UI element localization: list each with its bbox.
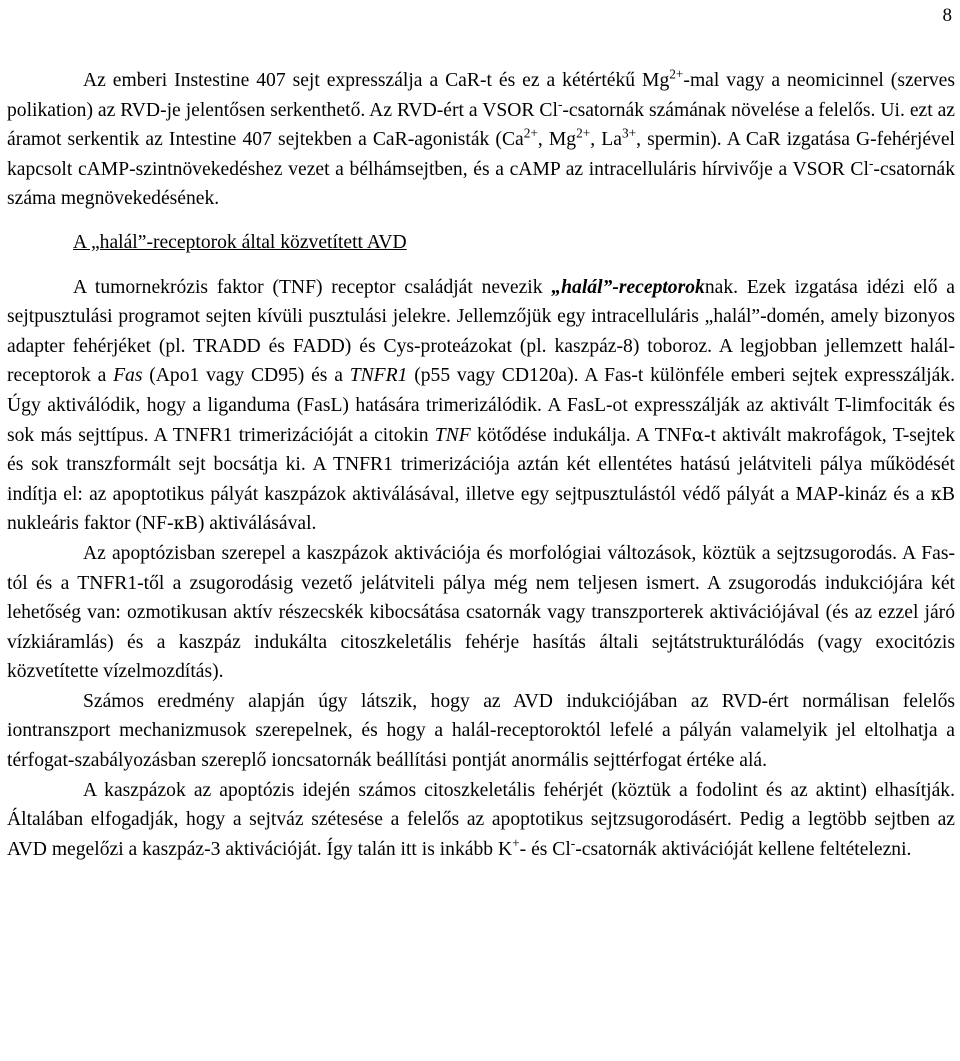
emphasis-text: „halál”-receptorok xyxy=(551,276,705,298)
paragraph-avd-mechanisms: Számos eredmény alapján úgy látszik, hogy az AVD indukciójában az RVD-ért normálisan felelős iontranszport mechanizmusok szerepelnek, és hogy a halál-receptoroktól lefelé a pályán valamelyik jel eltolhatja a térfogat-szabályozásban szereplő ioncsatornák beállítási pontját anormális sejttérfogat értéke alá. xyxy=(7,690,955,772)
text: B nukleáris faktor (NF- xyxy=(7,483,955,535)
text: -t aktivált makrofágok, T-sejtek és sok transzformált sejt bocsátja ki. A TNFR1 trimerizációja aztán két ellentétes hatású jelátviteli pálya működését indítja el: az apoptotikus pályát kaszpázok aktiválásával, illetve egy sejtpusztulástól védő pályát a MAP-kináz és a xyxy=(7,424,955,505)
superscript: - xyxy=(557,96,563,112)
text: -csatornák aktivációját kellene feltételezni. xyxy=(575,838,912,860)
superscript: 3+ xyxy=(621,125,637,141)
superscript: 2+ xyxy=(523,125,538,141)
text: -csatornák száma megnövekedésének. xyxy=(7,158,955,210)
page-number: 8 xyxy=(942,5,952,26)
greek-symbol: α xyxy=(691,424,704,446)
paragraph-car-rvd xyxy=(7,66,955,214)
text: , Mg xyxy=(537,129,577,151)
superscript: 2+ xyxy=(669,66,684,82)
paragraph-apoptosis-shrinkage: Az apoptózisban szerepel a kaszpázok aktivációja és morfológiai változások, köztük a sejtzsugorodás. A Fas-tól és a TNFR1-től a zsugorodásig vezető jelátviteli pálya még nem teljesen ismert. A zsugorodás indukciójára két lehetőség van: ozmotikusan aktív részecskék kibocsátása csatornák vagy transzporterek aktivációjával (és az ezzel járó vízkiáramlás) és a kaszpáz indukálta citoszkeletális fehérje hasítás általi sejtátstrukturálódás (vagy exocitózis közvetítette vízelmozdítás). xyxy=(7,542,955,683)
paragraph-caspases xyxy=(7,776,955,865)
italic-text: Fas xyxy=(113,365,143,387)
greek-symbol: κ xyxy=(930,483,942,505)
text: B) aktiválásával. xyxy=(184,513,317,535)
paragraph-tnf-receptors xyxy=(7,273,955,539)
section-heading: A „halál”-receptorok által közvetített AVD xyxy=(73,231,407,253)
text: i Instestine 407 sejt expresszálja a CaR-t és ez a kétértékű Mg xyxy=(161,70,670,91)
document-body xyxy=(7,66,955,864)
text: (p55 vagy CD120a). A Fas-t különféle emberi sejtek expresszálják. Úgy aktiválódik, hogy a liganduma (FasL) hatására trimerizálódik. A FasL-ot expresszálják az aktivált T-limfociták és sok más sejttípus. A TNFR1 trimerizációját a citokin xyxy=(7,365,955,446)
text: A tumornekrózis faktor (TNF) receptor családját nevezik xyxy=(73,276,552,298)
superscript: - xyxy=(570,835,576,851)
text: - és Cl xyxy=(519,838,571,860)
text: nak. Ezek izgatása idézi elő a sejtpusztulási programot sejten kívüli pusztulási jelekre. Jellemzőjük egy intracelluláris „halál”-domén, amely bizonyos adapter fehérjéket (pl. TRADD és FADD) és Cys-proteázokat (pl. kaszpáz-8) toboroz. A legjobban jellemzett halál-receptorok a xyxy=(7,276,955,387)
text: (Apo1 vagy CD95) és a xyxy=(142,365,350,387)
text: -mal vagy a neomicinnel (szerves polikation) az RVD-je jelentősen serkenthető. Az RVD-ért a VSOR Cl xyxy=(7,70,955,121)
italic-text: TNF xyxy=(434,424,471,446)
superscript: 2+ xyxy=(576,125,591,141)
text: A kaszpázok az apoptózis idején számos citoszkeletális fehérjét (köztük a fodolint és az aktint) elhasítják. Általában elfogadják, hogy a sejtváz szétesése a felelős az apoptotikus sejtzsugorodásért. Pedig a legtöbb sejtben az AVD megelőzi a kaszpáz-3 aktivációját. Így talán itt is inkább K xyxy=(7,779,955,860)
text: Az ember xyxy=(83,70,162,91)
italic-text: TNFR1 xyxy=(349,365,408,387)
text: -csatornák számának növelése a felelős. Ui. ezt az áramot serkentik az Intestine 407 sejtekben a CaR-agonisták (Ca xyxy=(7,99,956,151)
greek-symbol: κ xyxy=(173,513,185,535)
text: , La xyxy=(590,129,622,151)
superscript: - xyxy=(868,155,874,171)
superscript: + xyxy=(512,835,520,851)
text: kötődése indukálja. A TNF xyxy=(470,424,692,446)
text: , spermin). A CaR izgatása G-fehérjével kapcsolt cAMP-szintnövekedéshez vezet a bélhámsejtben, és a cAMP az intracelluláris hírvivője a VSOR Cl xyxy=(7,129,955,180)
